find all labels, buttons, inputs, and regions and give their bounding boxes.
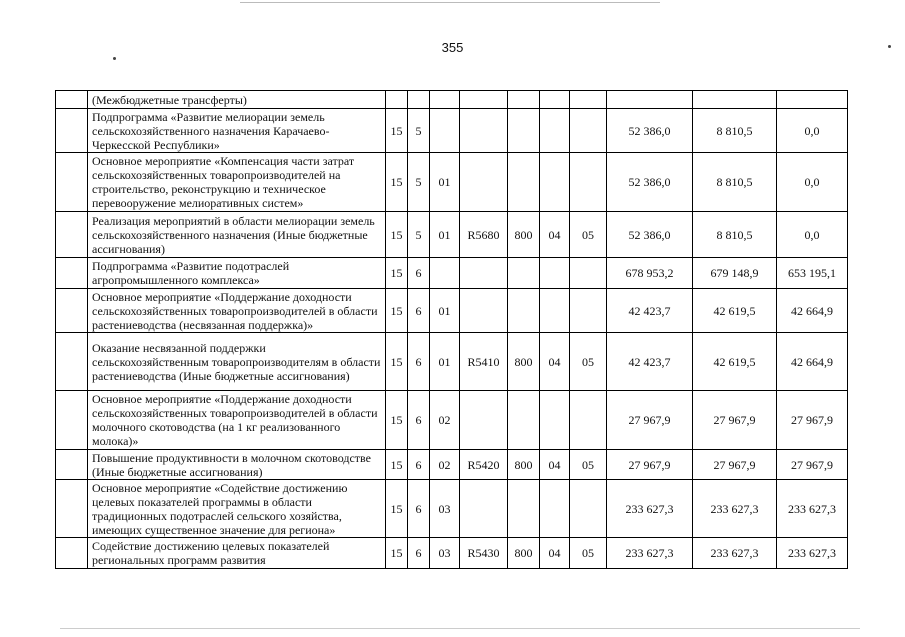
code-cell xyxy=(460,91,508,109)
amount-cell xyxy=(607,91,693,109)
amount-cell: 233 627,3 xyxy=(607,538,693,569)
code-cell: R5410 xyxy=(460,333,508,391)
code-cell xyxy=(460,289,508,333)
code-cell xyxy=(508,289,540,333)
table-cell-blank xyxy=(56,153,88,212)
table-row xyxy=(56,480,848,538)
code-cell: 6 xyxy=(408,391,430,450)
amount-cell: 679 148,9 xyxy=(693,258,777,289)
code-cell xyxy=(540,153,570,212)
amount-cell: 27 967,9 xyxy=(607,391,693,450)
table-row xyxy=(56,109,848,153)
code-cell: 05 xyxy=(570,538,607,569)
code-cell xyxy=(430,258,460,289)
amount-cell: 653 195,1 xyxy=(777,258,848,289)
code-cell: 01 xyxy=(430,153,460,212)
code-cell: R5680 xyxy=(460,212,508,258)
code-cell xyxy=(570,258,607,289)
code-cell: 03 xyxy=(430,480,460,538)
code-cell: 6 xyxy=(408,450,430,480)
row-name: Основное мероприятие «Компенсация части затрат сельскохозяйственных товаропроизводителей на строительство, реконструкцию и техническое перевооружение мелиоративных систем» xyxy=(88,153,386,212)
code-cell: 6 xyxy=(408,333,430,391)
amount-cell: 27 967,9 xyxy=(693,450,777,480)
code-cell: 02 xyxy=(430,391,460,450)
amount-cell: 8 810,5 xyxy=(693,212,777,258)
code-cell: 03 xyxy=(430,538,460,569)
code-cell: 6 xyxy=(408,538,430,569)
code-cell xyxy=(460,153,508,212)
amount-cell: 42 664,9 xyxy=(777,333,848,391)
code-cell: 800 xyxy=(508,450,540,480)
row-name: Оказание несвязанной поддержки сельскохозяйственным товаропроизводителям в области растениеводства (Иные бюджетные ассигнования) xyxy=(88,333,386,391)
code-cell: 04 xyxy=(540,212,570,258)
code-cell: 15 xyxy=(386,289,408,333)
code-cell xyxy=(508,258,540,289)
code-cell: 01 xyxy=(430,212,460,258)
code-cell xyxy=(570,91,607,109)
code-cell xyxy=(570,289,607,333)
amount-cell: 233 627,3 xyxy=(607,480,693,538)
table-row xyxy=(56,212,848,258)
amount-cell: 42 423,7 xyxy=(607,289,693,333)
table-cell-blank xyxy=(56,391,88,450)
amount-cell: 42 619,5 xyxy=(693,289,777,333)
code-cell xyxy=(570,109,607,153)
scan-edge-mark xyxy=(60,628,860,629)
code-cell xyxy=(508,391,540,450)
amount-cell: 27 967,9 xyxy=(607,450,693,480)
code-cell: 15 xyxy=(386,538,408,569)
code-cell xyxy=(460,258,508,289)
code-cell: 05 xyxy=(570,450,607,480)
row-name: Подпрограмма «Развитие подотраслей агропромышленного комплекса» xyxy=(88,258,386,289)
code-cell xyxy=(430,109,460,153)
code-cell xyxy=(570,391,607,450)
table-cell-blank xyxy=(56,480,88,538)
table-row xyxy=(56,538,848,569)
code-cell: 05 xyxy=(570,212,607,258)
table-cell-blank xyxy=(56,91,88,109)
amount-cell: 0,0 xyxy=(777,109,848,153)
table-cell-blank xyxy=(56,450,88,480)
amount-cell: 8 810,5 xyxy=(693,153,777,212)
code-cell: 6 xyxy=(408,480,430,538)
code-cell: R5420 xyxy=(460,450,508,480)
amount-cell: 27 967,9 xyxy=(693,391,777,450)
code-cell xyxy=(386,91,408,109)
code-cell: 04 xyxy=(540,333,570,391)
code-cell xyxy=(540,258,570,289)
amount-cell: 42 423,7 xyxy=(607,333,693,391)
code-cell xyxy=(540,391,570,450)
amount-cell: 42 619,5 xyxy=(693,333,777,391)
scan-speck xyxy=(113,57,116,60)
table-cell-blank xyxy=(56,258,88,289)
code-cell: 15 xyxy=(386,450,408,480)
code-cell: 5 xyxy=(408,109,430,153)
amount-cell: 678 953,2 xyxy=(607,258,693,289)
code-cell xyxy=(508,153,540,212)
code-cell: 15 xyxy=(386,391,408,450)
code-cell xyxy=(508,480,540,538)
code-cell: 6 xyxy=(408,289,430,333)
code-cell: 800 xyxy=(508,212,540,258)
amount-cell xyxy=(693,91,777,109)
table-row xyxy=(56,289,848,333)
code-cell: 15 xyxy=(386,109,408,153)
amount-cell: 52 386,0 xyxy=(607,153,693,212)
code-cell: 01 xyxy=(430,333,460,391)
code-cell xyxy=(540,91,570,109)
amount-cell: 0,0 xyxy=(777,153,848,212)
amount-cell: 27 967,9 xyxy=(777,391,848,450)
code-cell xyxy=(570,153,607,212)
table-cell-blank xyxy=(56,212,88,258)
code-cell: 15 xyxy=(386,153,408,212)
code-cell: 5 xyxy=(408,153,430,212)
row-name: Повышение продуктивности в молочном скотоводстве (Иные бюджетные ассигнования) xyxy=(88,450,386,480)
code-cell xyxy=(460,391,508,450)
row-name: Подпрограмма «Развитие мелиорации земель сельскохозяйственного назначения Карачаево-Черкесской Республики» xyxy=(88,109,386,153)
row-name: Реализация мероприятий в области мелиорации земель сельскохозяйственного назначения (Иные бюджетные ассигнования) xyxy=(88,212,386,258)
row-name: Основное мероприятие «Поддержание доходности сельскохозяйственных товаропроизводителей в области молочного скотоводства (на 1 кг реализованного молока)» xyxy=(88,391,386,450)
row-name: Основное мероприятие «Поддержание доходности сельскохозяйственных товаропроизводителей в области растениеводства (несвязанная поддержка)» xyxy=(88,289,386,333)
code-cell: 800 xyxy=(508,538,540,569)
code-cell xyxy=(408,91,430,109)
budget-table xyxy=(55,90,848,569)
code-cell: 05 xyxy=(570,333,607,391)
table-row xyxy=(56,391,848,450)
amount-cell: 0,0 xyxy=(777,212,848,258)
code-cell: 15 xyxy=(386,480,408,538)
scan-edge-mark xyxy=(240,2,660,3)
table-row xyxy=(56,333,848,391)
table-cell-blank xyxy=(56,109,88,153)
row-name: Содействие достижению целевых показателей региональных программ развития xyxy=(88,538,386,569)
amount-cell: 233 627,3 xyxy=(693,538,777,569)
table-row xyxy=(56,258,848,289)
table-cell-blank xyxy=(56,333,88,391)
amount-cell xyxy=(777,91,848,109)
code-cell xyxy=(508,109,540,153)
table-cell-blank xyxy=(56,289,88,333)
code-cell xyxy=(508,91,540,109)
amount-cell: 42 664,9 xyxy=(777,289,848,333)
amount-cell: 233 627,3 xyxy=(777,538,848,569)
code-cell: 5 xyxy=(408,212,430,258)
code-cell xyxy=(540,480,570,538)
page-number: 355 xyxy=(441,40,464,55)
amount-cell: 52 386,0 xyxy=(607,109,693,153)
table-row xyxy=(56,450,848,480)
code-cell: 01 xyxy=(430,289,460,333)
table-row xyxy=(56,91,848,109)
code-cell: R5430 xyxy=(460,538,508,569)
row-name: (Межбюджетные трансферты) xyxy=(88,91,386,109)
code-cell xyxy=(570,480,607,538)
row-name: Основное мероприятие «Содействие достижению целевых показателей программы в области традиционных подотраслей сельского хозяйства, имеющих существенное значение для региона» xyxy=(88,480,386,538)
table-row xyxy=(56,153,848,212)
code-cell: 02 xyxy=(430,450,460,480)
code-cell: 15 xyxy=(386,212,408,258)
code-cell xyxy=(460,480,508,538)
amount-cell: 52 386,0 xyxy=(607,212,693,258)
code-cell: 800 xyxy=(508,333,540,391)
table-cell-blank xyxy=(56,538,88,569)
amount-cell: 233 627,3 xyxy=(777,480,848,538)
code-cell: 6 xyxy=(408,258,430,289)
code-cell: 04 xyxy=(540,450,570,480)
code-cell: 15 xyxy=(386,258,408,289)
amount-cell: 8 810,5 xyxy=(693,109,777,153)
amount-cell: 233 627,3 xyxy=(693,480,777,538)
code-cell: 04 xyxy=(540,538,570,569)
code-cell xyxy=(460,109,508,153)
code-cell xyxy=(540,109,570,153)
code-cell xyxy=(430,91,460,109)
amount-cell: 27 967,9 xyxy=(777,450,848,480)
code-cell: 15 xyxy=(386,333,408,391)
code-cell xyxy=(540,289,570,333)
